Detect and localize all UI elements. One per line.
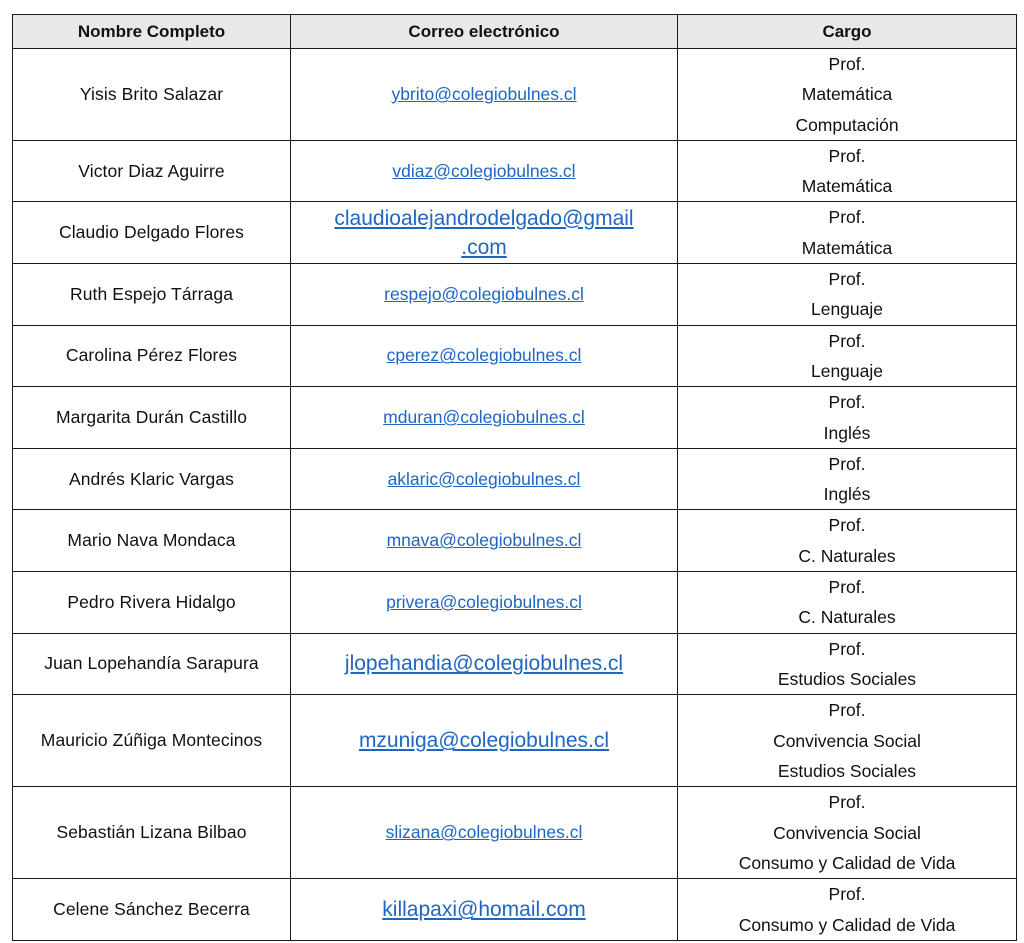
- cell-name: Mario Nava Mondaca: [13, 510, 291, 572]
- cell-cargo: [678, 325, 1017, 387]
- cell-name: Juan Lopehandía Sarapura: [13, 633, 291, 695]
- table-row: [13, 510, 1017, 572]
- cell-name: Carolina Pérez Flores: [13, 325, 291, 387]
- cargo-line: Convivencia Social: [773, 822, 921, 843]
- cargo-line: Lenguaje: [810, 299, 884, 320]
- cell-cargo: [678, 879, 1017, 941]
- header-cargo: Cargo: [678, 15, 1017, 49]
- cell-name: Margarita Durán Castillo: [13, 387, 291, 449]
- cell-email: [291, 140, 678, 202]
- cargo-line: Prof.: [828, 392, 866, 413]
- cargo-line: Prof.: [828, 54, 866, 74]
- cell-email: [291, 510, 678, 572]
- cell-email: [291, 695, 678, 787]
- table-row: [13, 202, 1017, 264]
- cargo-line: Prof.: [828, 792, 866, 813]
- cell-name: Pedro Rivera Hidalgo: [13, 572, 291, 634]
- table-row: [13, 140, 1017, 202]
- table-row: [13, 787, 1017, 879]
- cell-cargo: [678, 140, 1017, 202]
- email-link[interactable]: killapaxi@homail.com: [382, 898, 586, 922]
- email-link[interactable]: jlopehandia@colegiobulnes.cl: [344, 652, 624, 676]
- cargo-line: Prof.: [828, 330, 866, 351]
- cargo-line: Convivencia Social: [773, 730, 921, 751]
- cell-cargo: [678, 572, 1017, 634]
- cargo-line: Prof.: [828, 638, 866, 659]
- cargo-line: Matemática: [801, 237, 893, 258]
- cargo-line: Consumo y Calidad de Vida: [738, 914, 956, 935]
- cell-cargo: [678, 264, 1017, 326]
- cell-cargo: [678, 510, 1017, 572]
- table-header-row: [13, 15, 1017, 49]
- cell-email: [291, 264, 678, 326]
- cargo-line: C. Naturales: [798, 607, 896, 628]
- cargo-line: Estudios Sociales: [777, 668, 917, 689]
- cell-name: Andrés Klaric Vargas: [13, 448, 291, 510]
- cell-cargo: [678, 633, 1017, 695]
- table-row: [13, 572, 1017, 634]
- cargo-line: Prof.: [828, 515, 866, 536]
- cargo-line: Prof.: [828, 145, 866, 166]
- staff-table: [12, 14, 1017, 941]
- email-link[interactable]: ybrito@colegiobulnes.cl: [391, 83, 577, 104]
- header-email: Correo electrónico: [291, 15, 678, 49]
- cell-email: [291, 387, 678, 449]
- cell-email: [291, 633, 678, 695]
- email-link[interactable]: mduran@colegiobulnes.cl: [383, 407, 585, 428]
- email-link[interactable]: claudioalejandrodelgado@gmail .com: [334, 206, 634, 259]
- cell-email: [291, 572, 678, 634]
- cell-cargo: [678, 787, 1017, 879]
- cargo-line: Matemática: [801, 84, 893, 105]
- cell-cargo: [678, 387, 1017, 449]
- cargo-line: Prof.: [828, 269, 866, 290]
- cargo-line: Prof.: [828, 207, 866, 228]
- email-link[interactable]: vdiaz@colegiobulnes.cl: [392, 160, 576, 181]
- cell-name: Yisis Brito Salazar: [13, 49, 291, 141]
- table-row: [13, 633, 1017, 695]
- cell-email: [291, 49, 678, 141]
- header-name: Nombre Completo: [13, 15, 291, 49]
- cell-name: Celene Sánchez Becerra: [13, 879, 291, 941]
- cell-cargo: [678, 49, 1017, 141]
- cell-name: Victor Diaz Aguirre: [13, 140, 291, 202]
- cell-name: Sebastián Lizana Bilbao: [13, 787, 291, 879]
- cell-email: [291, 787, 678, 879]
- table-row: [13, 387, 1017, 449]
- email-link[interactable]: respejo@colegiobulnes.cl: [384, 283, 584, 304]
- cargo-line: Computación: [795, 114, 899, 135]
- cell-email: [291, 879, 678, 941]
- cargo-line: Consumo y Calidad de Vida: [738, 852, 956, 873]
- cell-email: [291, 448, 678, 510]
- email-link[interactable]: aklaric@colegiobulnes.cl: [387, 468, 581, 489]
- table-row: [13, 325, 1017, 387]
- table-row: [13, 49, 1017, 141]
- table-row: [13, 879, 1017, 941]
- table-row: [13, 695, 1017, 787]
- cargo-line: Prof.: [828, 884, 866, 905]
- email-link[interactable]: mzuniga@colegiobulnes.cl: [358, 729, 610, 753]
- cargo-line: Matemática: [801, 176, 893, 197]
- cargo-line: C. Naturales: [798, 545, 896, 566]
- staff-table-container: [12, 14, 1016, 941]
- cell-cargo: [678, 448, 1017, 510]
- cell-cargo: [678, 695, 1017, 787]
- email-link[interactable]: slizana@colegiobulnes.cl: [385, 822, 583, 843]
- cargo-line: Inglés: [823, 422, 871, 443]
- email-link[interactable]: mnava@colegiobulnes.cl: [386, 530, 582, 551]
- cargo-line: Prof.: [828, 453, 866, 474]
- cell-name: Claudio Delgado Flores: [13, 202, 291, 264]
- cargo-line: Inglés: [823, 484, 871, 505]
- cell-name: Ruth Espejo Tárraga: [13, 264, 291, 326]
- cargo-line: Prof.: [828, 700, 866, 721]
- cargo-line: Estudios Sociales: [777, 760, 917, 781]
- email-link[interactable]: cperez@colegiobulnes.cl: [386, 345, 582, 366]
- cell-email: [291, 202, 678, 264]
- table-row: [13, 448, 1017, 510]
- email-link[interactable]: privera@colegiobulnes.cl: [386, 591, 582, 612]
- cell-cargo: [678, 202, 1017, 264]
- cargo-line: Lenguaje: [810, 360, 884, 381]
- cargo-line: Prof.: [828, 577, 866, 598]
- cell-email: [291, 325, 678, 387]
- cell-name: Mauricio Zúñiga Montecinos: [13, 695, 291, 787]
- table-row: [13, 264, 1017, 326]
